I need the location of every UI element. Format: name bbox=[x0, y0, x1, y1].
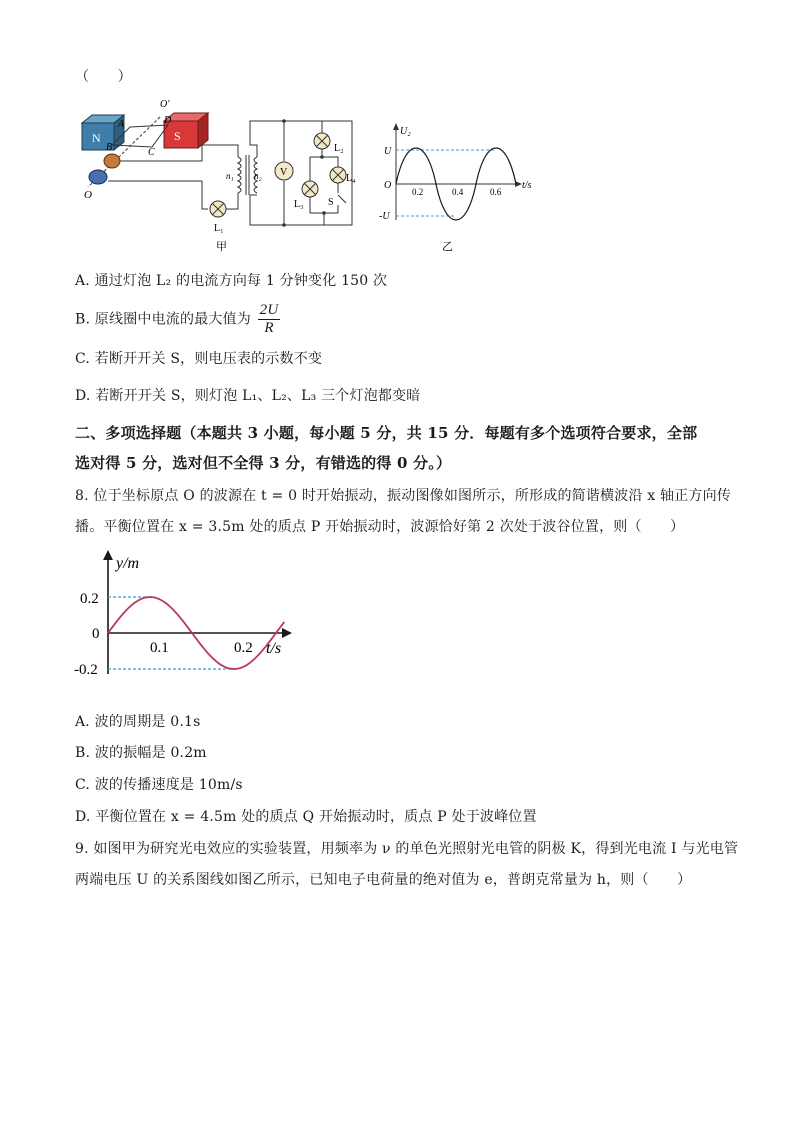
q8-option-d: D. 平衡位置在 x = 4.5m 处的质点 Q 开始振动时，质点 P 处于波峰位置 bbox=[75, 809, 537, 825]
graph-u-label: U bbox=[384, 146, 392, 157]
s-magnet-label: S bbox=[174, 129, 181, 143]
x-tick-label: 0.1 bbox=[150, 640, 169, 656]
x-axis-label: t/s bbox=[266, 640, 282, 657]
x-tick-label: 0.2 bbox=[234, 640, 253, 656]
q9-stem-line1: 9. 如图甲为研究光电效应的实验装置，用频率为 ν 的单色光照射光电管的阴极 K，得到光电流 I 与光电管 bbox=[75, 841, 739, 857]
section2-heading-line2: 选对得 5 分，选对但不全得 3 分，有错选的得 0 分。） bbox=[75, 454, 452, 472]
q8-vibration-chart bbox=[70, 548, 300, 683]
y-axis-label: y/m bbox=[116, 555, 140, 572]
graph-tick-2: 0.6 bbox=[490, 187, 502, 197]
l3-label: L₃ bbox=[294, 199, 304, 210]
yi-caption: 乙 bbox=[442, 241, 453, 253]
o-label: O bbox=[84, 189, 92, 201]
graph-x-label: t/s bbox=[522, 180, 532, 191]
o-prime-label: O′ bbox=[160, 99, 170, 110]
fraction bbox=[258, 302, 281, 337]
y-tick-label: -0.2 bbox=[74, 662, 98, 678]
graph-y-label: U₂ bbox=[400, 126, 411, 137]
graph-tick-1: 0.4 bbox=[452, 187, 464, 197]
q8-option-c: C. 波的传播速度是 10m/s bbox=[75, 777, 243, 793]
q9-stem-line2: 两端电压 U 的关系图线如图乙所示，已知电子电荷量的绝对值为 e，普朗克常量为 h，则（ ） bbox=[75, 872, 692, 888]
y-axis-arrow bbox=[103, 550, 113, 560]
section2-heading-line1: 二、多项选择题（本题共 3 小题，每小题 5 分，共 15 分．每题有多个选项符合要求，全部 bbox=[75, 424, 698, 442]
coil-label-b: B bbox=[106, 142, 113, 153]
n-label: N bbox=[92, 131, 101, 145]
slip-ring-2 bbox=[89, 170, 107, 184]
q8-option-a: A. 波的周期是 0.1s bbox=[75, 714, 201, 730]
graph-neg-u-label: -U bbox=[379, 211, 390, 222]
q8-option-b: B. 波的振幅是 0.2m bbox=[75, 745, 207, 761]
slip-ring-1 bbox=[104, 154, 120, 168]
jia-caption: 甲 bbox=[216, 241, 227, 253]
graph-tick-0: 0.2 bbox=[412, 187, 424, 197]
fraction-numerator: 2U bbox=[259, 302, 279, 318]
q8-stem-line2: 播。平衡位置在 x = 3.5m 处的质点 P 开始振动时，波源恰好第 2 次处于波谷位置，则（ ） bbox=[75, 519, 685, 535]
y-tick-label: 0.2 bbox=[80, 591, 99, 607]
n1-label: n₁ bbox=[226, 171, 234, 181]
switch-s bbox=[338, 195, 346, 203]
q7-option-d: D. 若断开开关 S，则灯泡 L₁、L₂、L₃ 三个灯泡都变暗 bbox=[75, 388, 421, 404]
q7-option-a: A. 通过灯泡 L₂ 的电流方向每 1 分钟变化 150 次 bbox=[75, 273, 388, 289]
l4-label: L₄ bbox=[346, 173, 356, 184]
n2-label: n₂ bbox=[254, 171, 262, 181]
coil-label-a: A bbox=[118, 119, 125, 130]
q7-option-b-text: B. 原线圈中电流的最大值为 bbox=[75, 311, 251, 328]
q7-option-c: C. 若断开开关 S，则电压表的示数不变 bbox=[75, 351, 323, 367]
answer-paren: （ ） bbox=[75, 69, 132, 85]
x-axis-arrow bbox=[282, 628, 292, 638]
y-tick-label: 0 bbox=[92, 626, 100, 642]
q7-option-b bbox=[75, 302, 282, 337]
l2-label: L₂ bbox=[334, 143, 344, 154]
l1-label: L₁ bbox=[214, 223, 224, 234]
switch-label: S bbox=[328, 197, 334, 208]
coil-label-d: D bbox=[164, 115, 172, 126]
voltmeter-label: V bbox=[280, 167, 288, 178]
coil-label-c: C bbox=[148, 147, 155, 158]
graph-origin: O bbox=[384, 180, 392, 191]
q8-stem-line1: 8. 位于坐标原点 O 的波源在 t = 0 时开始振动，振动图像如图所示，所形成的简谐横波沿 x 轴正方向传 bbox=[75, 488, 732, 504]
fraction-denominator: R bbox=[264, 320, 274, 336]
generator-circuit-diagram bbox=[80, 95, 370, 260]
u2-time-graph bbox=[376, 120, 546, 255]
